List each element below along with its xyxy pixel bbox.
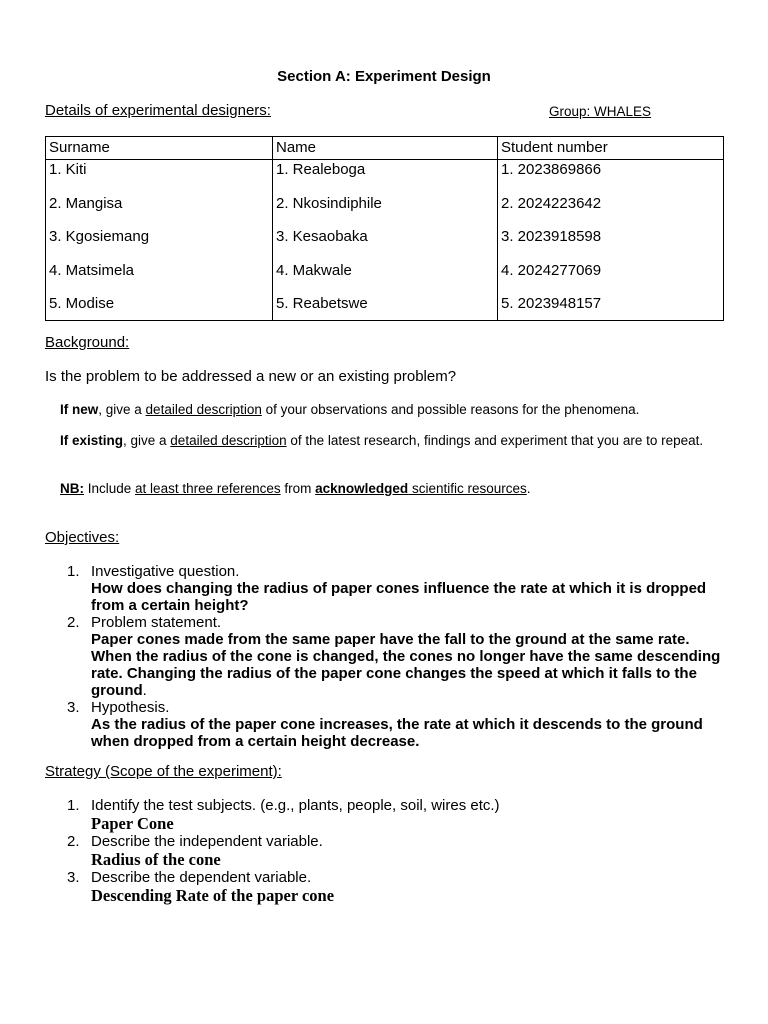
item-number: 2. — [67, 614, 80, 631]
item-number: 1. — [67, 797, 80, 814]
objective-label: Problem statement. — [91, 614, 222, 631]
student-number-cell: 1. 2023869866 — [498, 160, 724, 194]
surname-cell: 2. Mangisa — [46, 194, 273, 228]
student-number-cell: 2. 2024223642 — [498, 194, 724, 228]
objectives-heading: Objectives: — [45, 529, 120, 546]
objective-answer-tail: . — [142, 682, 147, 699]
background-question: Is the problem to be addressed a new or an existing problem? — [45, 368, 457, 385]
table-row — [46, 261, 724, 295]
header-student-number: Student number — [498, 137, 724, 160]
item-number: 1. — [67, 563, 80, 580]
name-cell: 4. Makwale — [273, 261, 498, 295]
nb-underlined-1: at least three references — [135, 481, 281, 496]
header-surname: Surname — [46, 137, 273, 160]
item-number: 2. — [67, 833, 80, 850]
group-label: Group: WHALES — [549, 104, 652, 119]
nb-bold-underlined: acknowledged — [315, 481, 409, 496]
student-number-cell: 5. 2023948157 — [498, 294, 724, 321]
details-heading: Details of experimental designers: — [45, 102, 271, 119]
header-name: Name — [273, 137, 498, 160]
name-cell: 3. Kesaobaka — [273, 227, 498, 261]
list-item — [45, 563, 725, 614]
strategy-label: Describe the dependent variable. — [91, 869, 312, 886]
nb-note — [60, 481, 720, 497]
if-new-instruction — [60, 402, 720, 418]
objective-label: Investigative question. — [91, 563, 240, 580]
strategy-list — [45, 797, 725, 905]
name-cell: 2. Nkosindiphile — [273, 194, 498, 228]
table-row — [46, 194, 724, 228]
table-row — [46, 227, 724, 261]
list-item — [45, 699, 725, 750]
objective-answer: Paper cones made from the same paper have the fall to the ground at the same rate. When the radius of the cone is changed, the cones no longer have the same descending rate. Changing the radius of the paper cone changes the speed at which it falls to the ground — [91, 631, 721, 699]
if-new-text-b: of your observations and possible reasons for the phenomena. — [261, 402, 640, 417]
objective-answer: How does changing the radius of paper cones influence the rate at which it is dropped from a certain height? — [91, 580, 707, 614]
if-existing-text-a: , give a — [123, 433, 171, 448]
page-title: Section A: Experiment Design — [277, 68, 491, 85]
table-row — [46, 294, 724, 321]
nb-text-b: from — [280, 481, 316, 496]
designers-table — [45, 136, 724, 321]
if-existing-instruction — [60, 433, 720, 449]
objectives-list — [45, 563, 725, 750]
if-new-text-a: , give a — [98, 402, 146, 417]
list-item — [45, 833, 725, 869]
if-existing-text-b: of the latest research, findings and experiment that you are to repeat. — [286, 433, 704, 448]
background-heading: Background: — [45, 334, 130, 351]
strategy-label: Identify the test subjects. (e.g., plants, people, soil, wires etc.) — [91, 797, 500, 814]
surname-cell: 5. Modise — [46, 294, 273, 321]
nb-end: . — [526, 481, 531, 496]
if-new-underlined: detailed description — [145, 402, 262, 417]
student-number-cell: 4. 2024277069 — [498, 261, 724, 295]
strategy-answer: Radius of the cone — [91, 850, 221, 869]
item-number: 3. — [67, 699, 80, 716]
table-row — [46, 160, 724, 194]
if-existing-label: If existing — [60, 433, 124, 448]
objective-answer: As the radius of the paper cone increases, the rate at which it descends to the ground when dropped from a certain height decrease. — [91, 716, 703, 750]
table-header-row — [46, 137, 724, 160]
nb-underlined-2: scientific resources — [408, 481, 527, 496]
student-number-cell: 3. 2023918598 — [498, 227, 724, 261]
list-item — [45, 869, 725, 905]
strategy-label: Describe the independent variable. — [91, 833, 323, 850]
list-item — [45, 797, 725, 833]
surname-cell: 4. Matsimela — [46, 261, 273, 295]
list-item — [45, 614, 725, 699]
nb-text-a: Include — [84, 481, 136, 496]
if-existing-underlined: detailed description — [170, 433, 287, 448]
objective-label: Hypothesis. — [91, 699, 170, 716]
strategy-heading: Strategy (Scope of the experiment): — [45, 763, 282, 780]
nb-label: NB: — [60, 481, 84, 496]
strategy-answer: Descending Rate of the paper cone — [91, 886, 335, 905]
surname-cell: 1. Kiti — [46, 160, 273, 194]
if-new-label: If new — [60, 402, 99, 417]
surname-cell: 3. Kgosiemang — [46, 227, 273, 261]
name-cell: 1. Realeboga — [273, 160, 498, 194]
name-cell: 5. Reabetswe — [273, 294, 498, 321]
strategy-answer: Paper Cone — [91, 814, 174, 833]
item-number: 3. — [67, 869, 80, 886]
